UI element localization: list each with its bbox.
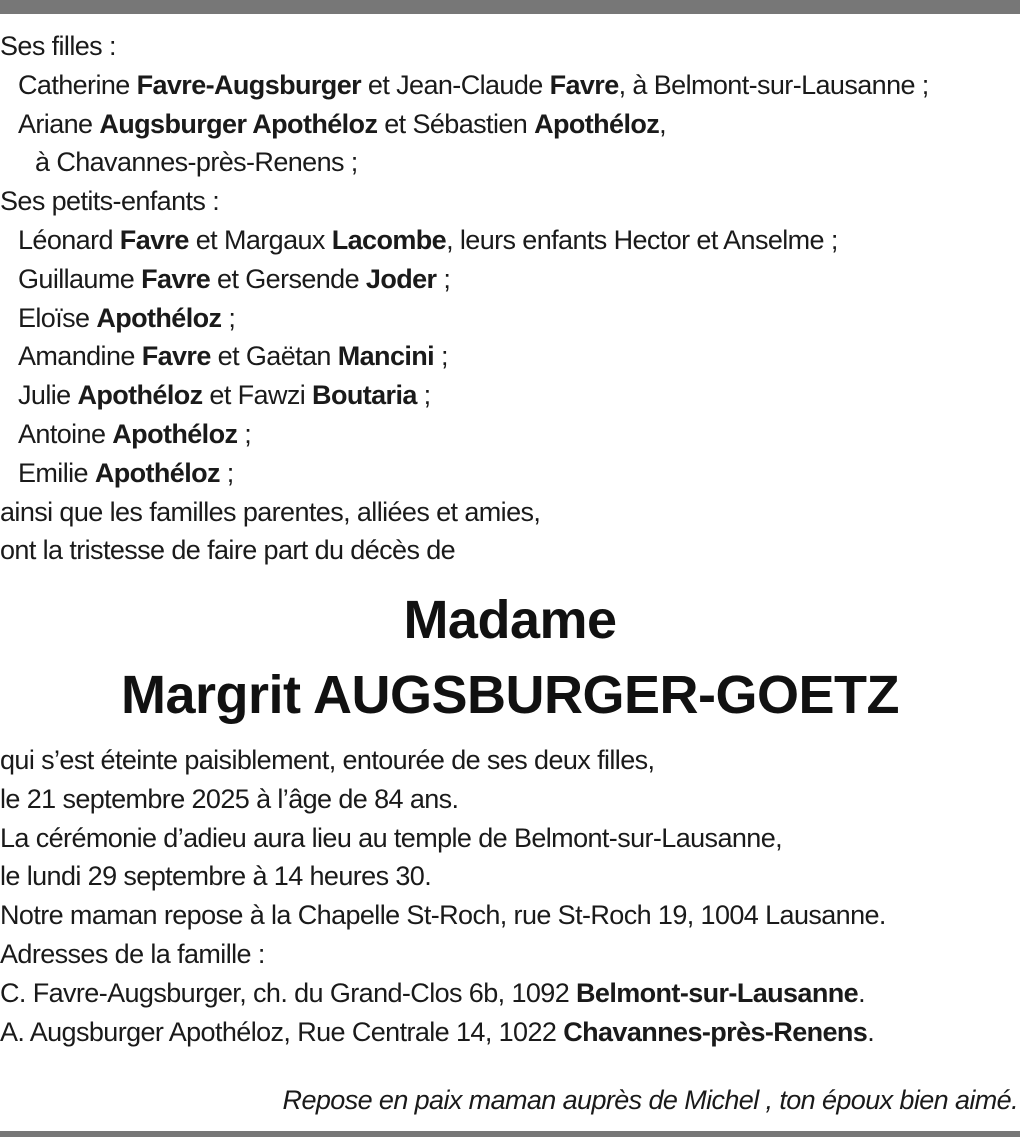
grandchildren-heading: Ses petits-enfants : [0,186,220,217]
daughters-heading: Ses filles : [0,31,116,61]
detail-line: qui s’est éteinte paisiblement, entourée de ses deux filles, [0,745,655,775]
address-line: C. Favre-Augsburger, ch. du Grand-Clos 6b, 1092 Belmont-sur-Lausanne. [0,977,865,1008]
detail-line: le 21 septembre 2025 à l’âge de 84 ans. [0,783,459,814]
detail-line: Notre maman repose à la Chapelle St-Roch, rue St-Roch 19, 1004 Lausanne. [0,900,886,931]
grandchild-line: Antoine Apothéloz ; [18,418,252,449]
grandchild-line: Amandine Favre et Gaëtan Mancini ; [18,341,448,372]
deceased-name: Margrit AUGSBURGER-GOETZ [120,665,899,725]
family-list [0,27,1020,570]
grandchild-line: Léonard Favre et Margaux Lacombe, leurs enfants Hector et Anselme ; [18,224,838,255]
detail-line: La cérémonie d’adieu aura lieu au temple de Belmont-sur-Lausanne, [0,822,783,853]
deceased-honorific: Madame [403,590,617,650]
detail-line: le lundi 29 septembre à 14 heures 30. [0,861,432,892]
daughter-place: à Chavannes-près-Renens ; [35,147,358,178]
top-rule [0,0,1020,14]
grandchild-line: Emilie Apothéloz ; [18,457,234,488]
announce-line: ont la tristesse de faire part du décès de [0,535,456,566]
ceremony-details [0,741,1020,1051]
closing-message: Repose en paix maman auprès de Michel , ton époux bien aimé. [282,1085,1018,1115]
others-line: ainsi que les familles parentes, alliées et amies, [0,496,541,527]
bottom-rule [0,1131,1020,1137]
daughter-line: Ariane Augsburger Apothéloz et Sébastien Apothéloz, [18,108,667,139]
grandchild-line: Eloïse Apothéloz ; [18,302,236,333]
daughter-line: Catherine Favre-Augsburger et Jean-Claude Favre, à Belmont-sur-Lausanne ; [18,69,929,100]
addresses-heading: Adresses de la famille : [0,938,265,969]
grandchild-line: Julie Apothéloz et Fawzi Boutaria ; [18,380,431,411]
grandchild-line: Guillaume Favre et Gersende Joder ; [18,263,451,294]
address-line: A. Augsburger Apothéloz, Rue Centrale 14, 1022 Chavannes-près-Renens. [0,1016,875,1047]
